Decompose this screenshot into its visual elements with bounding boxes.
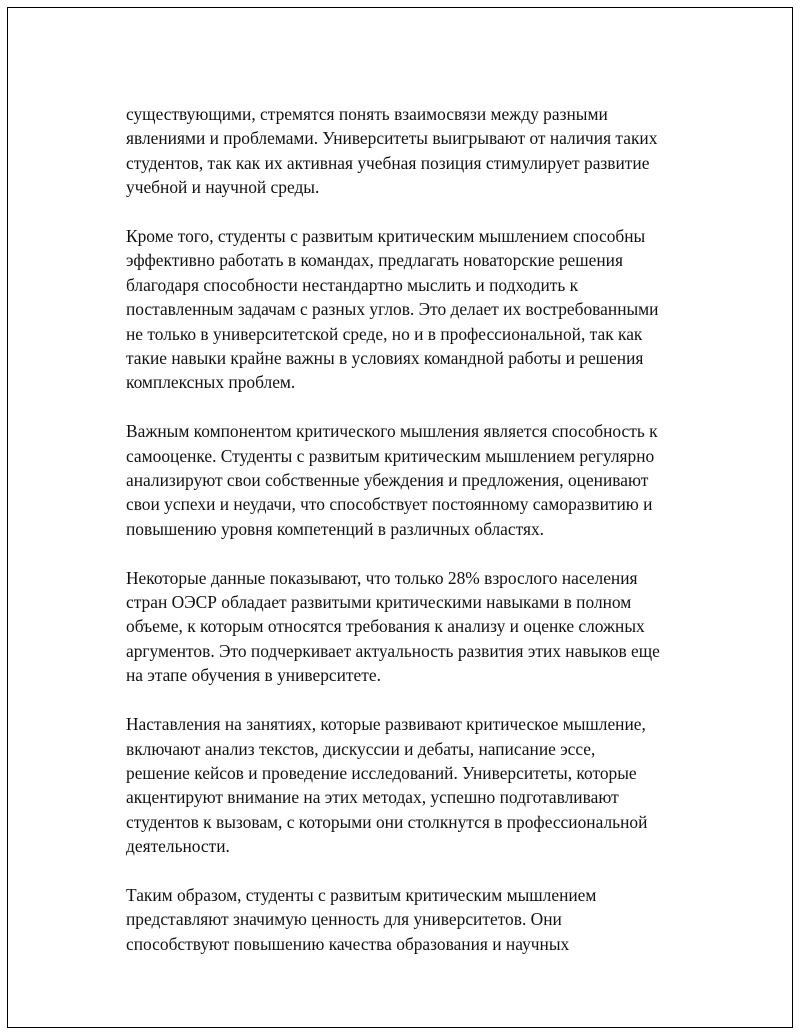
text-line: не только в университетской среде, но и в профессиональной, так как (126, 323, 643, 344)
text-line: повышению уровня компетенций в различных областях. (126, 518, 545, 539)
text-line: объеме, к которым относятся требования к анализу и оценке сложных (126, 616, 645, 637)
paragraph-5 (126, 712, 726, 858)
text-line: благодаря способности нестандартно мыслить и подходить к (126, 274, 579, 295)
text-line: существующими, стремятся понять взаимосвязи между разными (126, 104, 608, 124)
text-line: учебной и научной среды. (126, 177, 320, 198)
text-line: аргументов. Это подчеркивает актуальность развития этих навыков еще (126, 640, 660, 661)
text-line: самооценке. Студенты с развитым критическим мышлением регулярно (126, 445, 655, 466)
document-body (126, 102, 726, 981)
text-line: Кроме того, студенты с развитым критическим мышлением способны (126, 226, 646, 247)
page-border (7, 7, 793, 1028)
text-line: деятельности. (126, 836, 230, 857)
text-line: решение кейсов и проведение исследований. Университеты, которые (126, 762, 637, 783)
text-line: поставленным задачам с разных углов. Это делает их востребованными (126, 299, 659, 320)
text-line: включают анализ текстов, дискуссии и дебаты, написание эссе, (126, 738, 596, 759)
text-line: свои успехи и неудачи, что способствует постоянному саморазвитию и (126, 494, 653, 515)
text-line: способствуют повышению качества образования и научных (126, 933, 570, 954)
text-line: студентов к вызовам, с которыми они столкнутся в профессиональной (126, 811, 648, 832)
paragraph-1 (126, 102, 726, 200)
text-line: анализируют свои собственные убеждения и предложения, оценивают (126, 470, 649, 491)
text-line: Некоторые данные показывают, что только 28% взрослого населения (126, 567, 638, 588)
paragraph-4 (126, 566, 726, 688)
text-line: комплексных проблем. (126, 372, 296, 393)
text-line: эффективно работать в командах, предлагать новаторские решения (126, 250, 623, 271)
paragraph-6 (126, 883, 726, 956)
paragraph-3 (126, 419, 726, 541)
text-line: Важным компонентом критического мышления является способность к (126, 421, 658, 442)
text-line: Таким образом, студенты с развитым критическим мышлением (126, 884, 597, 905)
text-line: стран ОЭСР обладает развитыми критическими навыками в полном (126, 592, 632, 613)
text-line: студентов, так как их активная учебная позиция стимулирует развитие (126, 152, 650, 173)
text-line: на этапе обучения в университете. (126, 665, 381, 686)
text-line: такие навыки крайне важны в условиях командной работы и решения (126, 348, 644, 369)
text-line: Наставления на занятиях, которые развивают критическое мышление, (126, 714, 646, 735)
paragraph-2 (126, 224, 726, 395)
text-line: представляют значимую ценность для университетов. Они (126, 909, 562, 930)
text-line: явлениями и проблемами. Университеты выигрывают от наличия таких (126, 128, 658, 149)
text-line: акцентируют внимание на этих методах, успешно подготавливают (126, 787, 619, 808)
